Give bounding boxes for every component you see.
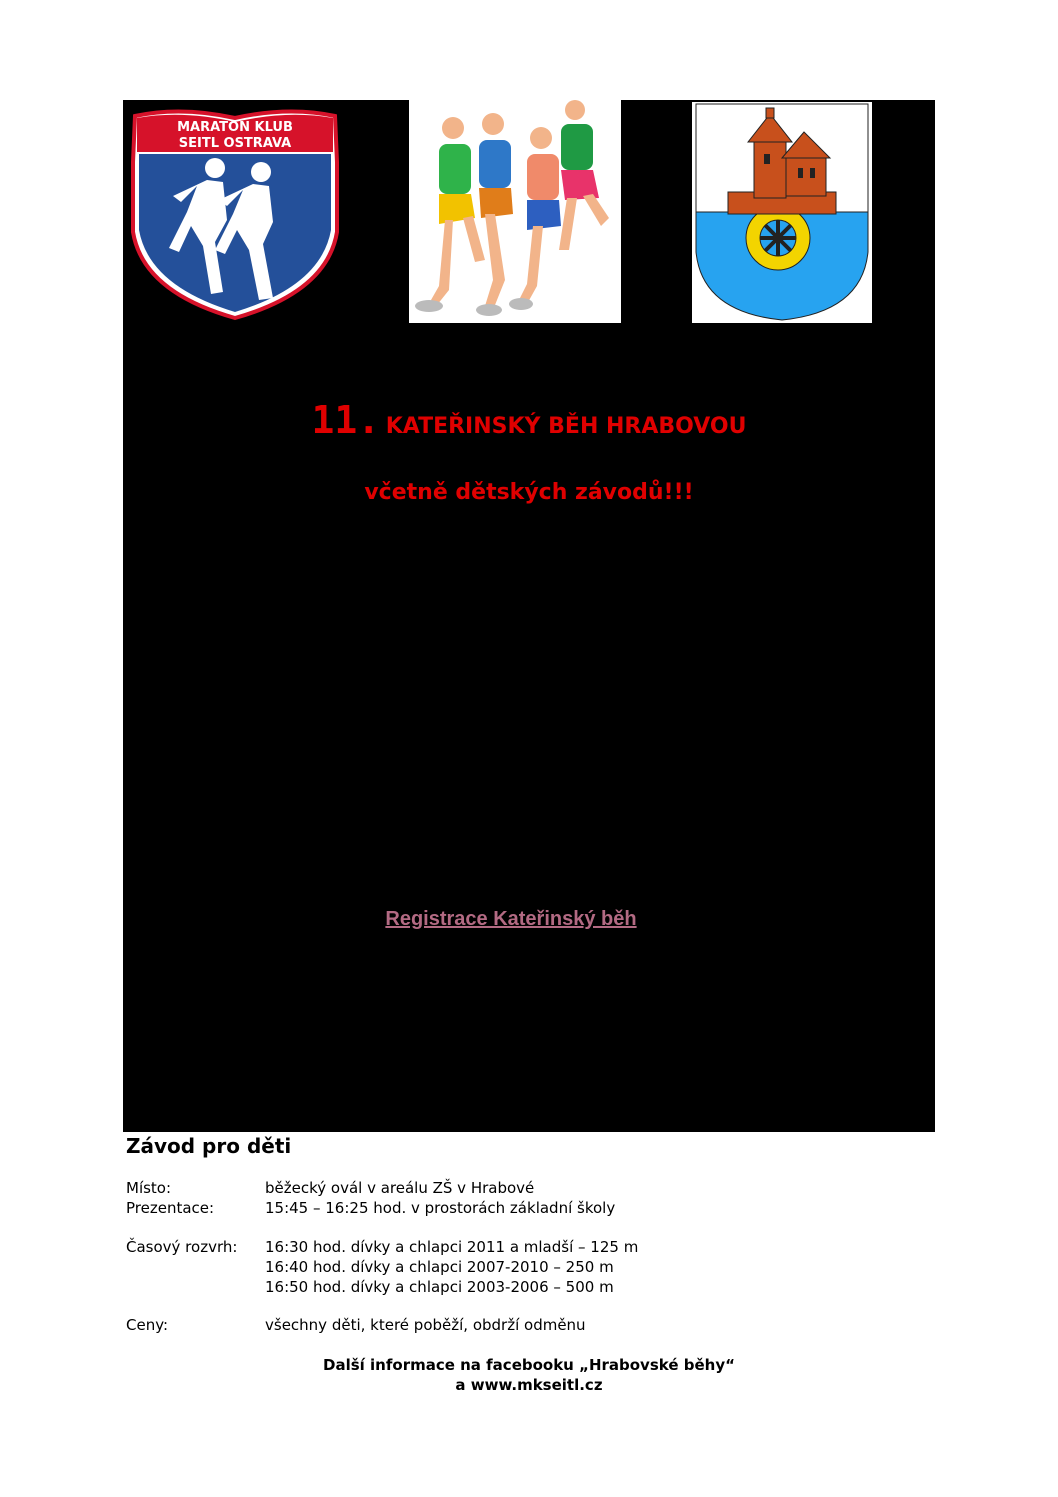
club-logo-line2: SEITL OSTRAVA [178, 136, 292, 151]
club-logo [127, 102, 343, 321]
schedule-item: 16:30 hod. dívky a chlapci 2011 a mladší – 125 m [265, 1238, 639, 1256]
runners-illustration [409, 100, 621, 323]
event-edition: 11. [311, 398, 381, 442]
event-title [0, 398, 1058, 442]
schedule-item: 16:50 hod. dívky a chlapci 2003-2006 – 500 m [265, 1278, 614, 1296]
registration-link[interactable]: Registrace Kateřinský běh [385, 908, 637, 930]
hrabova-crest [692, 102, 872, 323]
place-label: Místo: [126, 1179, 172, 1197]
presentation-label: Prezentace: [126, 1199, 215, 1217]
place-value: běžecký ovál v areálu ZŠ v Hrabové [265, 1179, 535, 1197]
club-logo-line1: MARATON KLUB [177, 120, 293, 135]
footer-info-line1: Další informace na facebooku „Hrabovské běhy“ [323, 1356, 735, 1374]
schedule-label: Časový rozvrh: [126, 1238, 238, 1256]
prizes-label: Ceny: [126, 1316, 169, 1334]
kids-race-heading: Závod pro děti [126, 1134, 292, 1158]
event-subtitle: včetně dětských závodů!!! [364, 480, 694, 505]
presentation-value: 15:45 – 16:25 hod. v prostorách základní školy [265, 1199, 616, 1217]
footer-info-line2: a www.mkseitl.cz [455, 1376, 603, 1394]
prizes-value: všechny děti, které poběží, obdrží odměnu [265, 1316, 586, 1334]
schedule-item: 16:40 hod. dívky a chlapci 2007-2010 – 250 m [265, 1258, 614, 1276]
event-name: KATEŘINSKÝ BĚH HRABOVOU [385, 414, 747, 439]
